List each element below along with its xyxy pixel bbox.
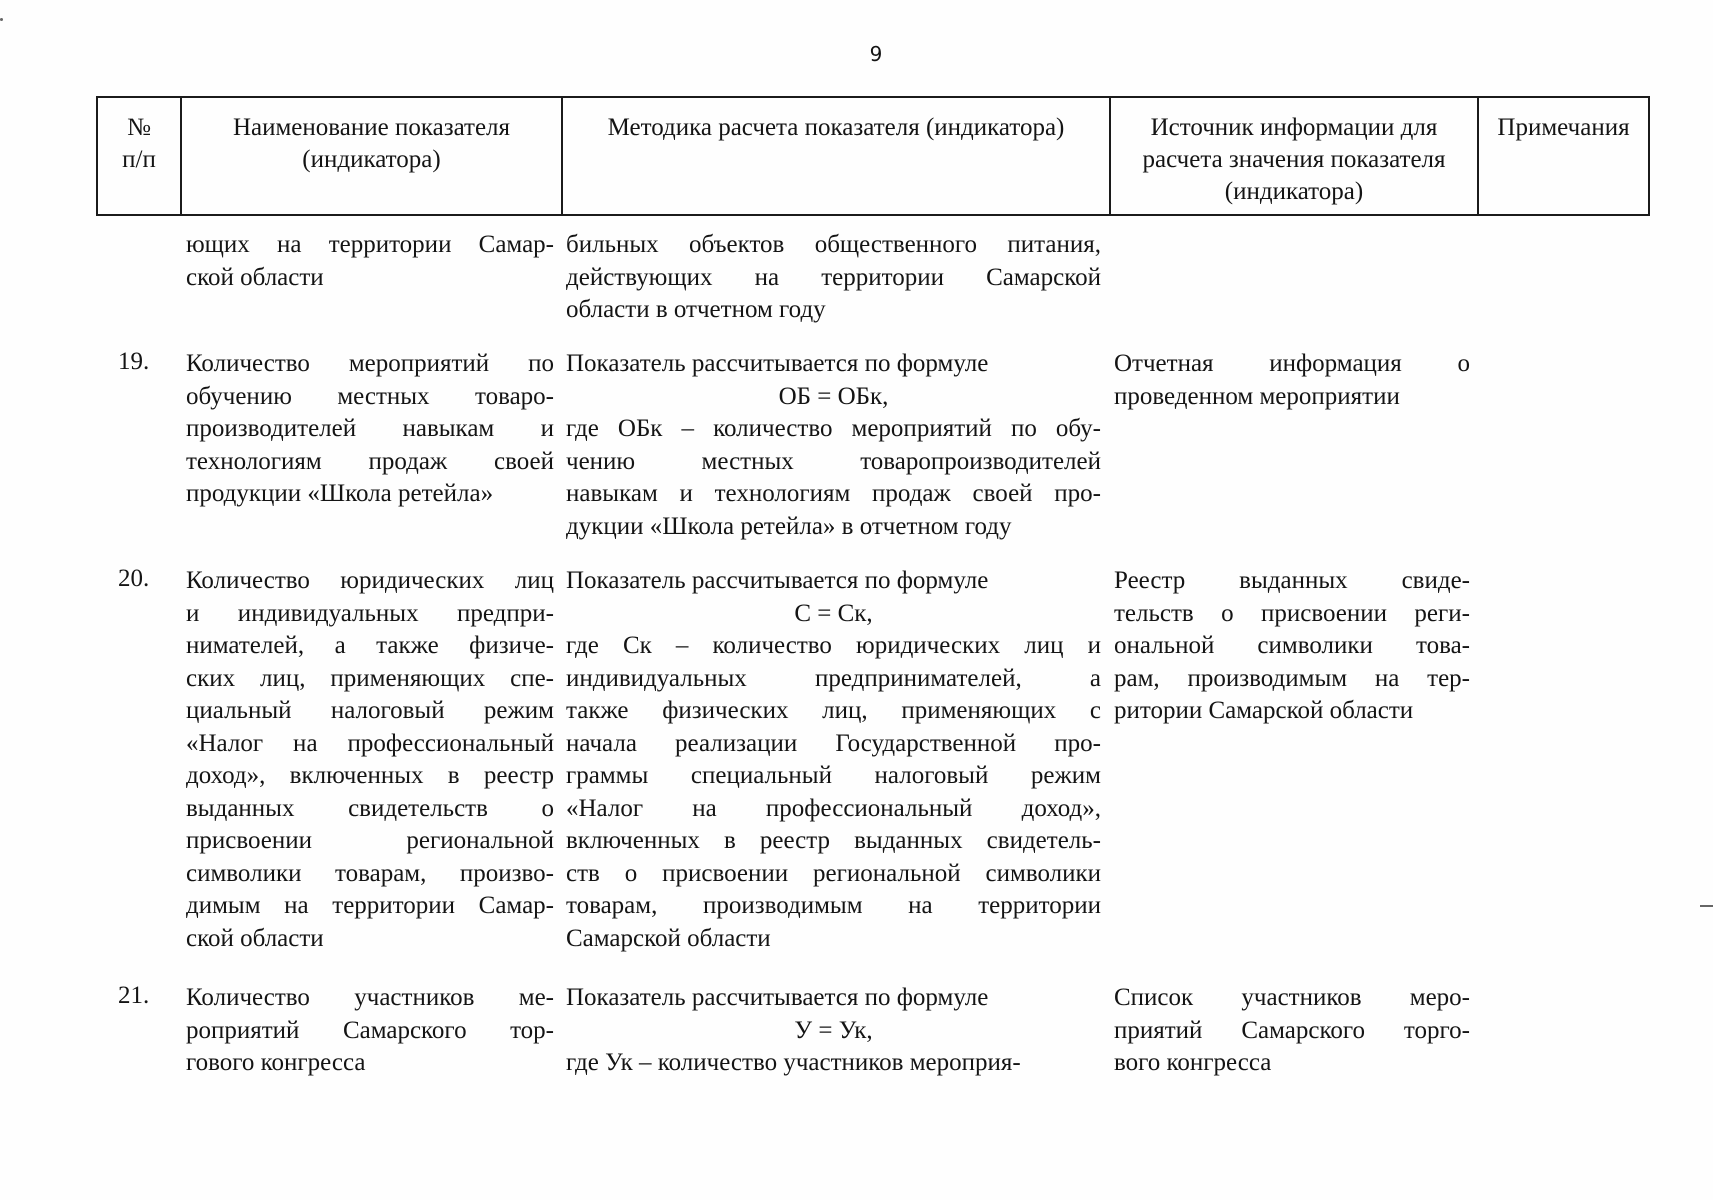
cell-text-line: Показатель рассчитывается по формуле <box>566 567 989 594</box>
cell-text-line: С = Ск, <box>794 599 873 627</box>
header-table <box>96 96 1650 216</box>
cell-text-line: дукции «Школа ретейла» в отчетном году <box>566 512 1012 540</box>
header-text: Примечания <box>1497 114 1630 141</box>
cell-text-line: начала реализации Государственной про- <box>566 729 1101 757</box>
cell-text-line: символики товарам, произво- <box>186 859 554 887</box>
cell-text-line: индивидуальных предпринимателей, а <box>566 664 1101 692</box>
cell-text-line: тельств о присвоении реги- <box>1114 599 1470 627</box>
cell-text-line: ской области <box>186 924 324 952</box>
cell-text-line: «Налог на профессиональный <box>186 729 554 757</box>
cell-text-line: и индивидуальных предпри- <box>186 599 554 627</box>
cell-text-line: присвоении региональной <box>186 827 554 854</box>
row-name-cell <box>186 982 554 1080</box>
cell-text-line: гового конгресса <box>186 1049 366 1076</box>
cell-text-line: Реестр выданных свиде- <box>1114 567 1470 594</box>
cell-text-line: димым на территории Самар- <box>186 892 554 919</box>
cell-text-line: продукции «Школа ретейла» <box>186 480 494 507</box>
cell-text-line: ющих на территории Самар- <box>186 231 554 258</box>
cell-text-line: технологиям продаж своей <box>186 447 554 475</box>
cell-text-line: включенных в реестр выданных свидетель- <box>566 827 1101 854</box>
page-number: 9 <box>869 42 883 66</box>
cell-text-line: ритории Самарской области <box>1114 697 1414 724</box>
row-method-cell <box>566 229 1101 327</box>
cell-text-line: навыкам и технологиям продаж своей про- <box>566 480 1101 507</box>
row-number: 20. <box>118 565 150 592</box>
cell-text-line: Количество юридических лиц <box>186 567 554 594</box>
cell-text-line: где ОБк – количество мероприятий по обу- <box>566 415 1101 442</box>
cell-text-line: роприятий Самарского тор- <box>186 1016 554 1044</box>
cell-text-line: чению местных товаропроизводителей <box>566 447 1101 475</box>
header-text: (индикатора) <box>1224 178 1364 205</box>
cell-text-line: ской области <box>186 263 324 291</box>
row-source-cell <box>1114 565 1470 728</box>
header-col-source <box>1110 97 1478 215</box>
cell-text-line: У = Ук, <box>794 1016 873 1044</box>
row-method-cell <box>566 565 1101 955</box>
scan-artifact <box>1700 905 1713 907</box>
header-col-number <box>97 97 181 215</box>
cell-text-line: Показатель рассчитывается по формуле <box>566 350 989 377</box>
row-method-cell <box>566 982 1101 1080</box>
cell-text-line: Самарской области <box>566 924 771 952</box>
cell-text-line: проведенном мероприятии <box>1114 382 1400 410</box>
cell-text-line: рам, производимым на тер- <box>1114 664 1470 692</box>
row-name-cell <box>186 229 554 294</box>
header-col-name <box>181 97 562 215</box>
row-method-cell <box>566 348 1101 543</box>
header-col-method <box>562 97 1110 215</box>
cell-text-line: ональной символики това- <box>1114 632 1470 659</box>
cell-text-line: вого конгресса <box>1114 1049 1272 1076</box>
header-text: Источник информации для <box>1150 114 1438 141</box>
cell-text-line: выданных свидетельств о <box>186 794 554 822</box>
cell-text-line: нимателей, а также физиче- <box>186 632 554 659</box>
cell-text-line: циальный налоговый режим <box>186 697 554 724</box>
row-number: 19. <box>118 348 150 375</box>
cell-text-line: ских лиц, применяющих спе- <box>186 664 554 692</box>
cell-text-line: граммы специальный налоговый режим <box>566 762 1101 789</box>
cell-text-line: где Ск – количество юридических лиц и <box>566 632 1101 659</box>
cell-text-line: обучению местных товаро- <box>186 382 554 410</box>
header-text: № <box>127 114 151 141</box>
cell-text-line: ств о присвоении региональной символики <box>566 859 1101 887</box>
cell-text-line: «Налог на профессиональный доход», <box>566 794 1101 822</box>
cell-text-line: области в отчетном году <box>566 296 826 323</box>
row-source-cell <box>1114 348 1470 413</box>
cell-text-line: также физических лиц, применяющих с <box>566 697 1101 724</box>
header-text: расчета значения показателя <box>1142 146 1446 173</box>
cell-text-line: производителей навыкам и <box>186 415 554 442</box>
header-text: (индикатора) <box>302 146 441 173</box>
cell-text-line: приятий Самарского торго- <box>1114 1016 1470 1044</box>
row-name-cell <box>186 565 554 955</box>
cell-text-line: где Ук – количество участников мероприя- <box>566 1049 1021 1076</box>
cell-text-line: товарам, производимым на территории <box>566 892 1101 919</box>
cell-text-line: Список участников меро- <box>1114 984 1470 1011</box>
cell-text-line: действующих на территории Самарской <box>566 263 1101 291</box>
header-text: п/п <box>122 146 156 173</box>
row-name-cell <box>186 348 554 511</box>
cell-text-line: бильных объектов общественного питания, <box>566 231 1101 258</box>
cell-text-line: Отчетная информация о <box>1114 350 1470 377</box>
scan-artifact <box>0 18 3 21</box>
cell-text-line: Количество мероприятий по <box>186 350 554 377</box>
row-source-cell <box>1114 982 1470 1080</box>
cell-text-line: Количество участников ме- <box>186 984 554 1011</box>
header-text: Наименование показателя <box>232 114 511 141</box>
row-number: 21. <box>118 982 150 1009</box>
cell-text-line: Показатель рассчитывается по формуле <box>566 984 989 1011</box>
cell-text-line: ОБ = ОБк, <box>778 382 889 410</box>
cell-text-line: доход», включенных в реестр <box>186 762 554 789</box>
header-col-notes <box>1478 97 1649 215</box>
header-text: Методика расчета показателя (индикатора) <box>607 114 1065 141</box>
